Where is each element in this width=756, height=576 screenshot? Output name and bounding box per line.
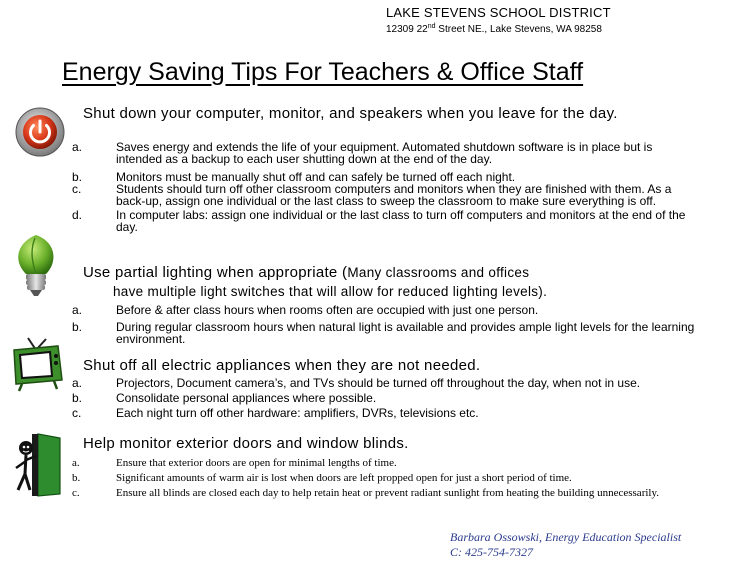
district-name: LAKE STEVENS SCHOOL DISTRICT bbox=[386, 5, 611, 20]
list-item: c. Students should turn off other classroom computers and monitors when they are finished with them. As a back-up, assign one individual or the last class to sweep the classroom to make sure everything is off. bbox=[72, 182, 672, 208]
section-1-list bbox=[70, 141, 698, 233]
signature-phone: C: 425-754-7327 bbox=[450, 545, 533, 559]
list-item: b. During regular classroom hours when natural light is available and provides ample light levels for the learning environment. bbox=[72, 320, 695, 346]
section-3-list bbox=[70, 377, 720, 422]
list-item: b. Monitors must be manually shut off and can safely be turned off each night. bbox=[72, 170, 516, 184]
signature-block bbox=[450, 530, 681, 560]
green-leaf-bulb-icon bbox=[8, 232, 64, 298]
section-1-heading: Shut down your computer, monitor, and speakers when you leave for the day. bbox=[83, 105, 618, 122]
television-icon bbox=[8, 336, 66, 394]
list-item: a. Before & after class hours when rooms often are occupied with just one person. bbox=[72, 303, 539, 317]
section-3-heading: Shut off all electric appliances when they are not needed. bbox=[83, 357, 481, 374]
power-button-icon bbox=[14, 106, 66, 158]
list-item: a. Ensure that exterior doors are open for minimal lengths of time. bbox=[72, 457, 397, 469]
section-2-list bbox=[70, 304, 720, 345]
signature-name: Barbara Ossowski, Energy Education Specialist bbox=[450, 530, 682, 544]
section-4-list bbox=[70, 457, 720, 502]
list-item: a. Saves energy and extends the life of your equipment. Automated shutdown software is in place but is intended as a backup to each user shutting down at the end of the day. bbox=[72, 140, 653, 166]
section-4-heading: Help monitor exterior doors and window blinds. bbox=[83, 435, 409, 452]
section-2-heading: Use partial lighting when appropriate (Many classrooms and offices have multiple light switches that will allow for reduced lighting levels). bbox=[83, 264, 548, 299]
list-item: b. Consolidate personal appliances where possible. bbox=[72, 391, 377, 405]
list-item: a. Projectors, Document camera’s, and TVs should be turned off throughout the day, when not in use. bbox=[72, 376, 641, 390]
list-item: b. Significant amounts of warm air is lost when doors are left propped open for just a short period of time. bbox=[72, 472, 572, 484]
list-item: d. In computer labs: assign one individual or the last class to turn off computers and monitors at the end of the day. bbox=[72, 208, 686, 234]
list-item: c. Each night turn off other hardware: amplifiers, DVRs, televisions etc. bbox=[72, 406, 479, 420]
list-item: c. Ensure all blinds are closed each day to help retain heat or prevent radiant sunlight from heating the building unnecessarily. bbox=[72, 487, 660, 499]
district-address: 12309 22nd Street NE., Lake Stevens, WA 98258 bbox=[386, 23, 602, 35]
page-title: Energy Saving Tips For Teachers & Office Staff bbox=[62, 58, 584, 86]
door-figure-icon bbox=[8, 432, 68, 498]
